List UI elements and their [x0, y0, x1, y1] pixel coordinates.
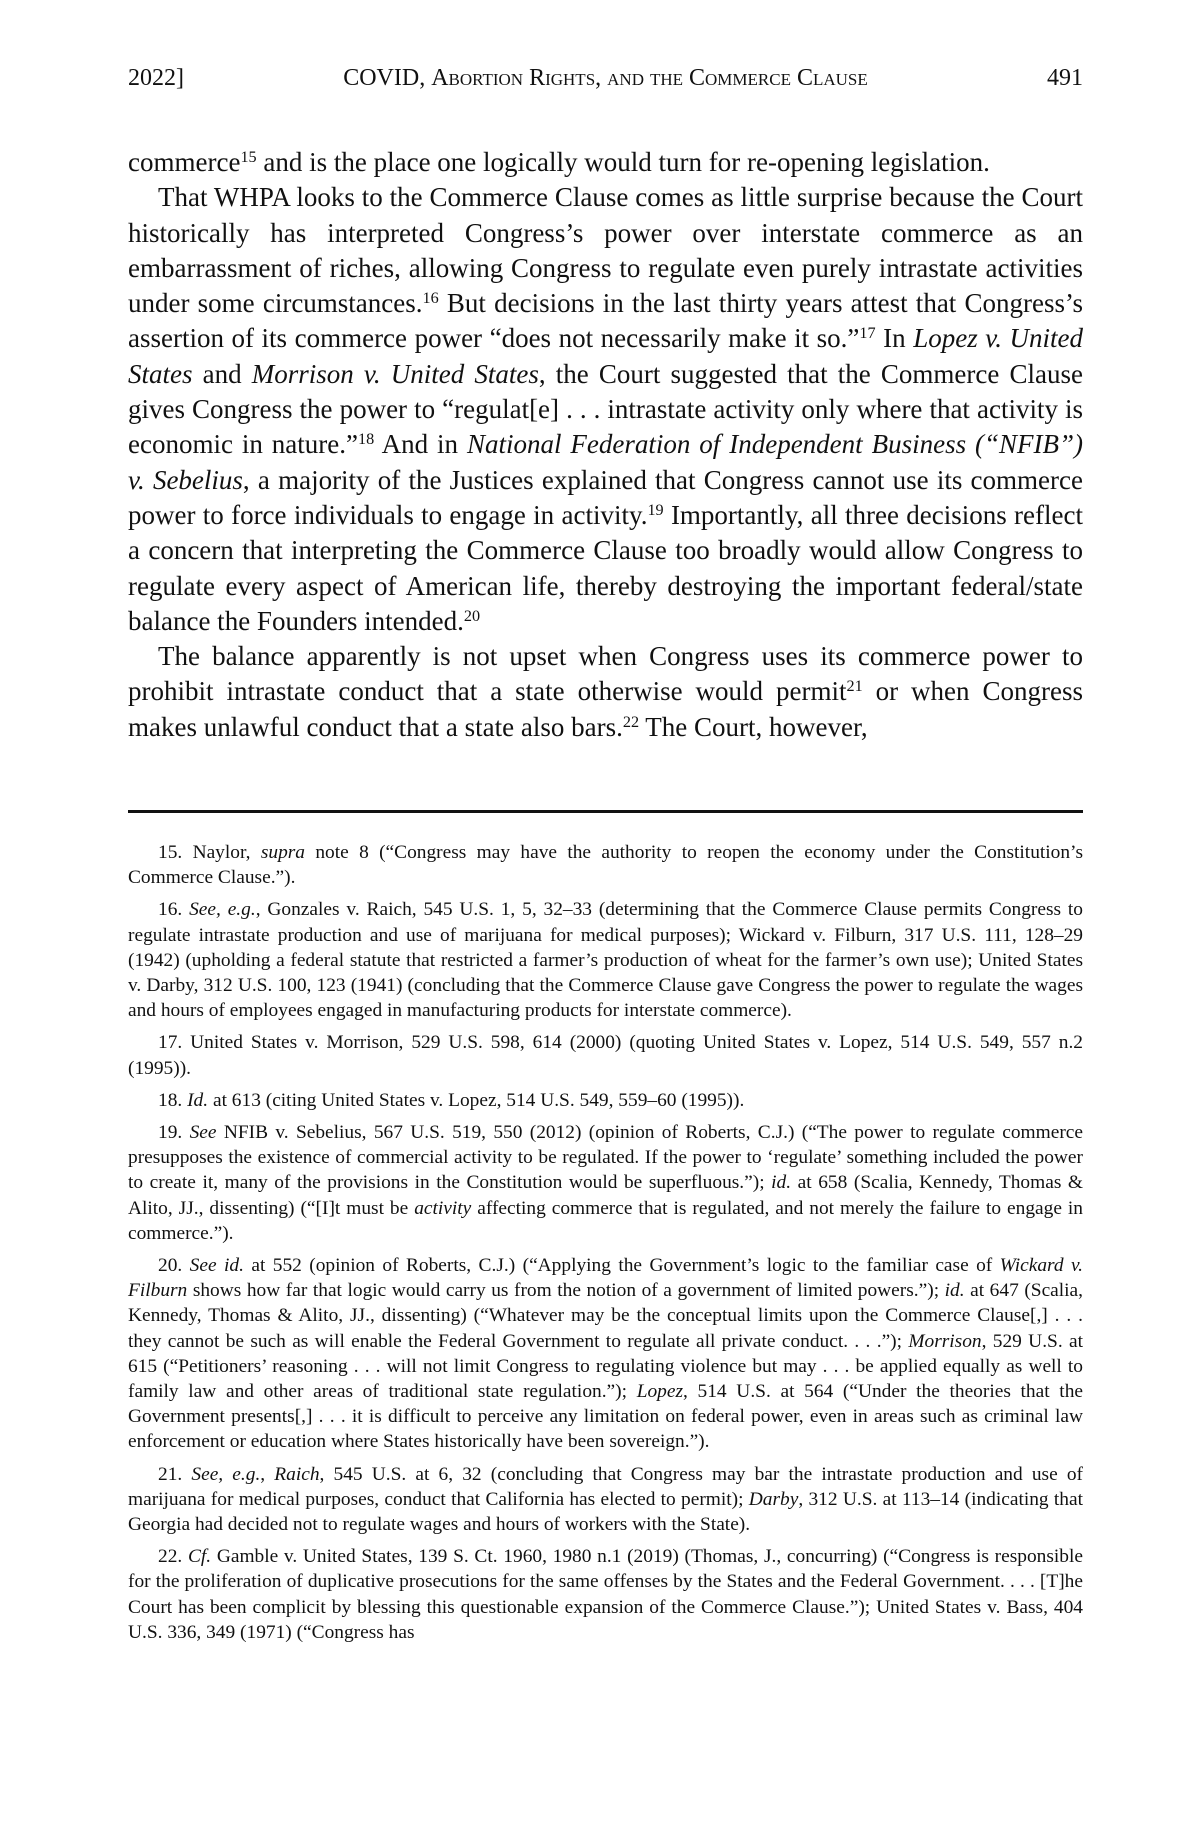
running-header [128, 60, 1083, 96]
footnote-20: 20. See id. at 552 (opinion of Roberts, C.J.) (“Applying the Government’s logic to the familiar case of Wickard v. Filburn shows how far that logic would carry us from the notion of a government of limited powers.”); id. at 647 (Scalia, Kennedy, Thomas & Alito, JJ., dissenting) (“Whatever may be the conceptual limits upon the Commerce Clause[,] . . . they cannot be such as will enable the Federal Government to regulate all private conduct. . . .”); Morrison, 529 U.S. at 615 (“Petitioners’ reasoning . . . will not limit Congress to regulating violence but may . . . be applied equally as well to family law and other areas of traditional state regulation.”); Lopez, 514 U.S. at 564 (“Under the theories that the Government presents[,] . . . it is difficult to perceive any limitation on federal power, even in areas such as criminal law enforcement or education where States historically have been sovereign.”). [128, 1255, 1084, 1453]
footnote-ref-21: 21 [846, 677, 863, 696]
paragraph-3: The balance apparently is not upset when Congress uses its commerce power to prohibit intrastate conduct that a state otherwise would permit$^{21}$ or when Congress makes unlawful conduct that a state also bars.$^{22}$ The Court, however, [128, 641, 1083, 742]
body-text [128, 145, 1083, 745]
footnote-ref-20: 20 [463, 606, 481, 625]
header-title [128, 60, 1083, 96]
footnote-21: 21. See, e.g., Raich, 545 U.S. at 6, 32 (concluding that Congress may bar the intrastate production and use of marijuana for medical purposes, conduct that California has elected to permit); Darby, 312 U.S. at 113–14 (indicating that Georgia had decided not to regulate wages and hours of workers with the State). [128, 1463, 1083, 1536]
header-year: 2022] [128, 65, 184, 91]
footnote-ref-18: 18 [358, 430, 375, 449]
footnotes [128, 840, 1083, 1652]
paragraph-2: That WHPA looks to the Commerce Clause comes as little surprise because the Court historically has interpreted Congress’s power over interstate commerce as an embarrassment of riches, allowing Congress to regulate even purely intrastate activities under some circumstances.$^{16}$ But decisions in the last thirty years attest that Congress’s assertion of its commerce power “does not necessarily make it so.”$^{17}$ In Lopez v. United States and Morrison v. United States, the Court suggested that the Commerce Clause gives Congress the power to “regulat[e] . . . intrastate activity only where that activity is economic in nature.”$^{18}$ And in National Federation of Independent Business (“NFIB”) v. Sebelius, a majority of the Justices explained that Congress cannot use its commerce power to force individuals to engage in activity.$^{19}$ Importantly, all three decisions reflect a concern that interpreting the Commerce Clause too broadly would allow Congress to regulate every aspect of American life, thereby destroying the important federal/state balance the Founders intended.$^{20}$ [128, 182, 1084, 636]
footnote-22: 22. Cf. Gamble v. United States, 139 S. Ct. 1960, 1980 n.1 (2019) (Thomas, J., concurring) (“Congress is responsible for the proliferation of duplicative prosecutions for the same offenses by the States and the Federal Government. . . . [T]he Court has been complicit by blessing this questionable expansion of the Commerce Clause.”); United States v. Bass, 404 U.S. 336, 349 (1971) (“Congress has [128, 1546, 1083, 1643]
page-number: 491 [1047, 65, 1083, 91]
footnote-ref-22: 22 [622, 712, 640, 731]
footnote-ref-17: 17 [859, 324, 876, 343]
footnote-ref-19: 19 [647, 501, 664, 520]
footnote-16: 16. See, e.g., Gonzales v. Raich, 545 U.S. 1, 5, 32–33 (determining that the Commerce Clause permits Congress to regulate intrastate production and use of marijuana for medical purposes); Wickard v. Filburn, 317 U.S. 111, 128–29 (1942) (upholding a federal statute that restricted a farmer’s production of wheat for the farmer’s own use); United States v. Darby, 312 U.S. 100, 123 (1941) (concluding that the Commerce Clause gave Congress the power to regulate the wages and hours of employees engaged in manufacturing products for interstate commerce). [128, 899, 1083, 1022]
case-name-morrison: Morrison v. United States [251, 358, 539, 389]
case-name-nfib: National Federation of Independent Business (“NFIB”) v. Sebelius [128, 429, 1084, 495]
case-name-lopez: Lopez v. United States [128, 323, 1083, 389]
paragraph-1: commerce$^{15}$ and is the place one logically would turn for re-opening legislation. [128, 147, 990, 177]
footnote-17: 17. United States v. Morrison, 529 U.S. 598, 614 (2000) (quoting United States v. Lopez, 514 U.S. 549, 557 n.2 (1995)). [128, 1032, 1083, 1079]
footnote-18: 18. Id. at 613 (citing United States v. Lopez, 514 U.S. 549, 559–60 (1995)). [158, 1089, 745, 1111]
footnote-divider [128, 810, 1083, 813]
footnote-15: 15. Naylor, supra note 8 (“Congress may have the authority to reopen the economy under the Constitution’s Commerce Clause.”). [128, 842, 1083, 889]
footnote-ref-15: 15 [240, 148, 257, 167]
footnote-19: 19. See NFIB v. Sebelius, 567 U.S. 519, 550 (2012) (opinion of Roberts, C.J.) (“The power to regulate commerce presupposes the existence of commercial activity to be regulated. If the power to ‘regulate’ something included the power to create it, many of the provisions in the Constitution would be superfluous.”); id. at 658 (Scalia, Kennedy, Thomas & Alito, JJ., dissenting) (“[I]t must be activity affecting commerce that is regulated, and not merely the failure to engage in commerce.”). [128, 1122, 1084, 1244]
footnote-ref-16: 16 [422, 289, 439, 308]
header-title-part1: COVID, [343, 65, 432, 91]
header-title-part2: Abortion Rights, and the Commerce Clause [431, 65, 868, 91]
